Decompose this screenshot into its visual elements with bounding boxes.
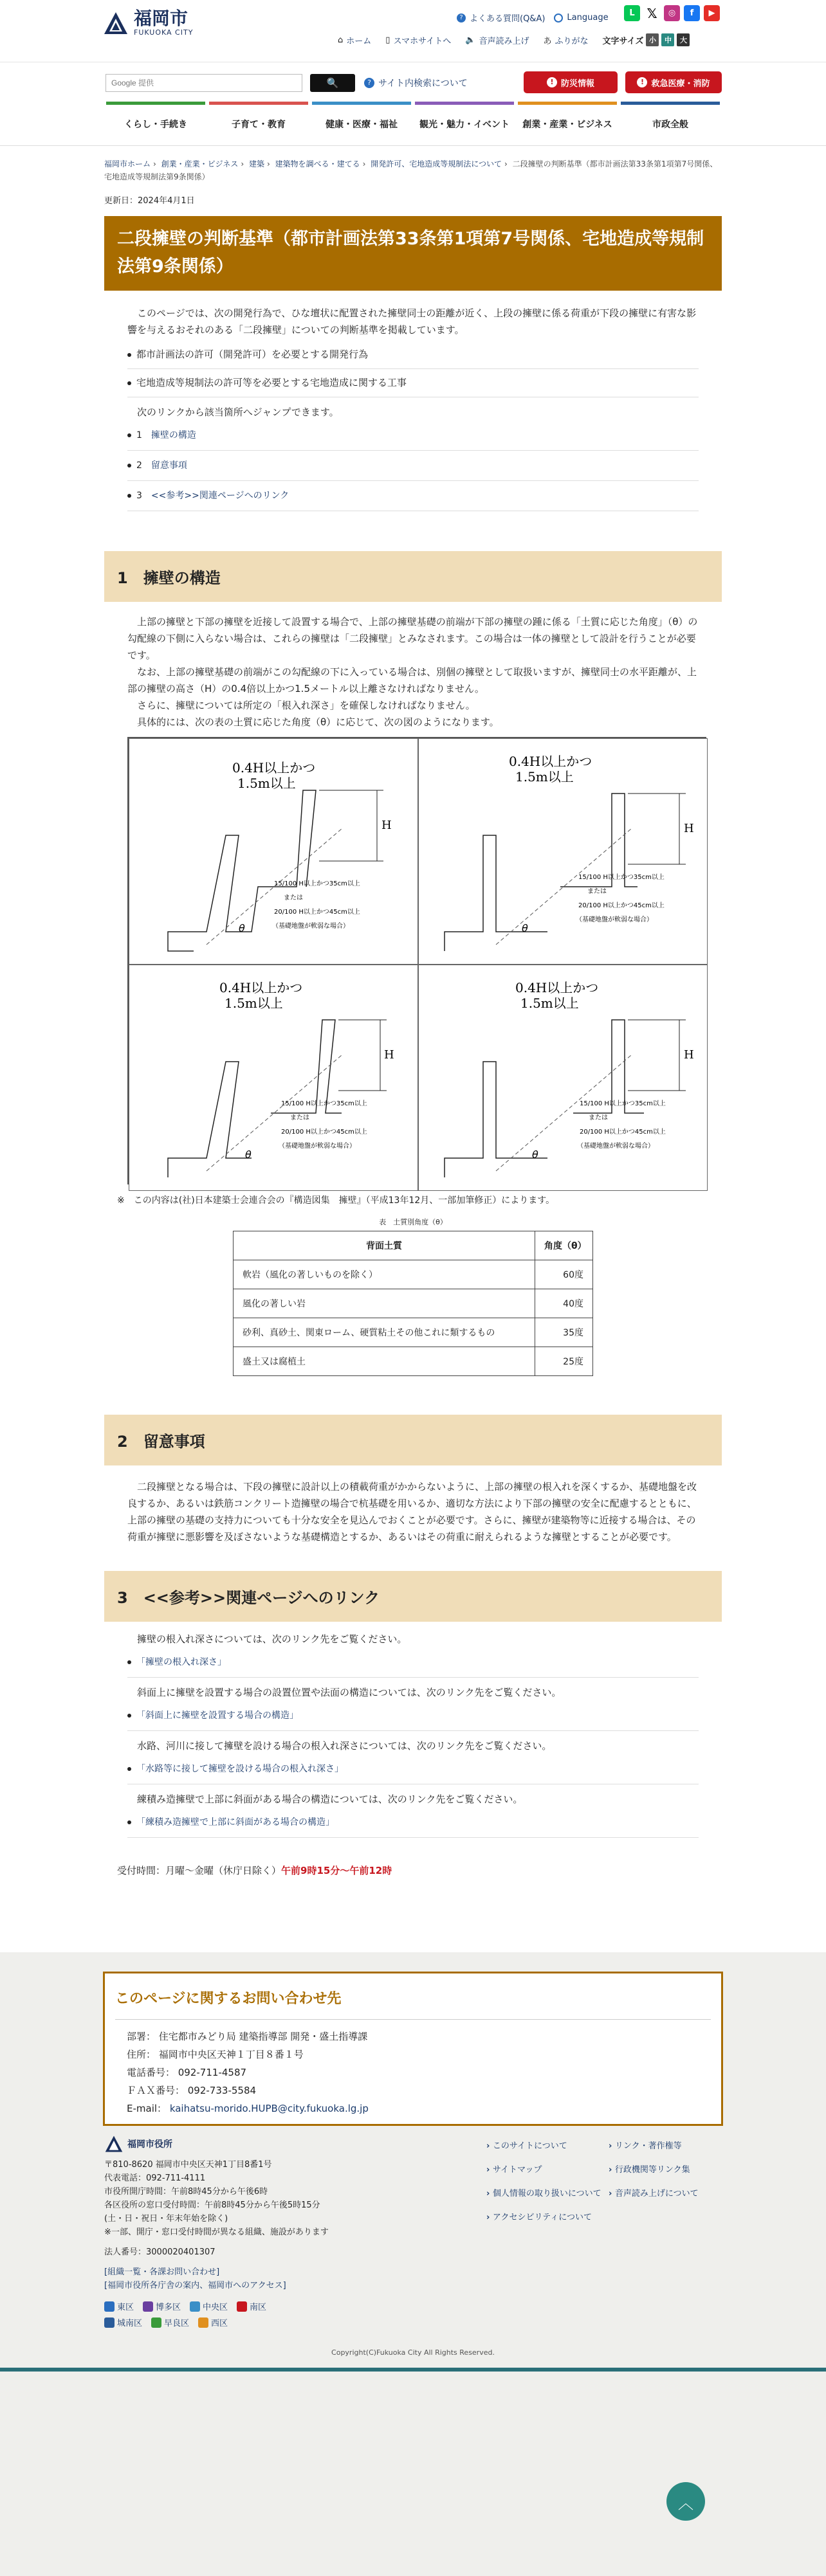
table-header: 角度（θ） <box>535 1231 593 1260</box>
question-icon: ? <box>364 78 374 88</box>
section-heading: 2 留意事項 <box>104 1415 722 1465</box>
emergency-label: 救急医療・消防 <box>651 78 710 89</box>
gnav-label: 健康・医療・福祉 <box>326 120 398 130</box>
diagram-label: 1.5m以上 <box>225 995 283 1011</box>
voice-link[interactable] <box>465 34 529 46</box>
table-caption: 表 土質別角度（θ） <box>379 1218 447 1226</box>
footer-line: (土・日・祝日・年末年始を除く) <box>104 2214 228 2224</box>
ward-icon <box>143 2301 153 2312</box>
diagram-label: H <box>381 819 392 832</box>
jump-link[interactable]: 留意事項 <box>151 460 187 471</box>
ward-link[interactable] <box>198 2316 228 2328</box>
facebook-icon[interactable]: f <box>684 5 700 21</box>
chevron-up-icon: ︿ <box>678 2494 693 2512</box>
ward-icon <box>104 2317 115 2328</box>
sns-links <box>624 5 720 21</box>
home-link[interactable] <box>338 34 371 46</box>
jump-text: 次のリンクから該当箇所へジャンプできます。 <box>137 406 339 418</box>
breadcrumb-item[interactable]: 福岡市ホーム <box>104 159 151 168</box>
diagram-label: 15/100 H以上かつ35cm以上 <box>274 880 360 887</box>
section-text: 擁壁の根入れ深さについては、次のリンク先をご覧ください。 <box>137 1633 407 1645</box>
home-label: ホーム <box>346 36 372 46</box>
site-search-label: サイト内検索について <box>378 78 468 89</box>
contact-dept: 部署： 住宅都市みどり局 建築指導部 開発・盛土指導課 <box>127 2031 368 2042</box>
jump-link-item <box>127 421 699 451</box>
diagram-label: （基礎地盤が軟弱な場合） <box>272 923 349 930</box>
email-link[interactable]: kaihatsu-morido.HUPB@city.fukuoka.lg.jp <box>169 2103 369 2114</box>
breadcrumb-current: 二段擁壁の判断基準（都市計画法第33条第1項第7号関係、宅地造成等規制法第9条関係） <box>104 159 718 181</box>
text-size-medium-button[interactable]: 中 <box>661 33 674 46</box>
furigana-icon: あ <box>543 36 552 46</box>
search-icon: 🔍 <box>326 77 339 89</box>
jump-number: 3 <box>136 491 142 501</box>
youtube-icon[interactable]: ▶ <box>704 5 720 21</box>
section-text: 具体的には、次の表の土質に応じた角度（θ）に応じて、次の図のようになります。 <box>137 716 499 728</box>
ward-links <box>104 2300 297 2328</box>
section-text: 斜面上に擁壁を設置する場合の設置位置や法面の構造については、次のリンク先をご覧ください。 <box>137 1687 562 1698</box>
footer-line: 〒810-8620 福岡市中央区天神1丁目8番1号 <box>104 2160 272 2170</box>
ward-icon <box>198 2317 208 2328</box>
page-top-button[interactable] <box>666 2482 705 2521</box>
hours-value: 午前9時15分～午前12時 <box>281 1865 392 1876</box>
gnav-tourism[interactable] <box>415 102 514 146</box>
faq-link[interactable]: よくある質問(Q&A) <box>470 14 546 24</box>
footer-org: 福岡市役所 <box>127 2139 172 2150</box>
table-cell: 25度 <box>535 1347 593 1376</box>
contact-box <box>103 1972 723 2126</box>
smartphone-label: スマホサイトへ <box>393 36 452 46</box>
table-cell: 風化の著しい岩 <box>234 1289 535 1318</box>
ward-label: 中央区 <box>203 2303 228 2312</box>
footer-links <box>486 2139 731 2222</box>
site-header <box>0 0 826 62</box>
diagram-label: 15/100 H以上かつ35cm以上 <box>281 1100 367 1107</box>
diagram-label: θ <box>522 922 528 934</box>
gnav-government[interactable] <box>621 102 720 146</box>
search-bar <box>0 62 826 100</box>
office-hours <box>104 1838 722 1877</box>
org-list-link[interactable]: [組織一覧・各課お問い合わせ] <box>104 2267 220 2277</box>
reference-link[interactable]: 「練積み造擁壁で上部に斜面がある場合の構造」 <box>136 1817 335 1828</box>
footer-link[interactable]: › 行政機関等リンク集 <box>609 2163 731 2175</box>
speaker-icon: 🔈 <box>465 35 476 45</box>
city-emblem-icon <box>104 2135 124 2153</box>
search-input[interactable] <box>106 74 302 92</box>
section-heading: 3 <<参考>>関連ページへのリンク <box>104 1571 722 1622</box>
hours-label: 受付時間：月曜～金曜（休庁日除く） <box>117 1865 282 1876</box>
jump-link-item <box>127 481 699 511</box>
gnav-label: 創業・産業・ビジネス <box>522 120 612 130</box>
page-title: 二段擁壁の判断基準（都市計画法第33条第1項第7号関係、宅地造成等規制法第9条関係） <box>104 216 722 291</box>
reference-link[interactable]: 「斜面上に擁壁を設置する場合の構造」 <box>136 1710 298 1721</box>
section-text: 水路、河川に接して擁壁を設ける場合の根入れ深さについては、次のリンク先をご覧ください。 <box>137 1740 552 1752</box>
jump-link[interactable]: 擁壁の構造 <box>151 430 196 440</box>
emergency-button[interactable] <box>625 71 722 93</box>
footer-link[interactable]: › サイトマップ <box>486 2163 609 2175</box>
soil-angle-table <box>233 1231 593 1376</box>
reference-link[interactable]: 「水路等に接して擁壁を設ける場合の根入れ深さ」 <box>136 1764 344 1774</box>
language-link[interactable]: Language <box>567 13 609 23</box>
furigana-label: ふりがな <box>555 36 589 46</box>
diagram-label: H <box>684 822 694 835</box>
diagram-label: または <box>290 1114 309 1121</box>
diagram-label: 15/100 H以上かつ35cm以上 <box>578 874 665 881</box>
ward-label: 城南区 <box>117 2319 143 2328</box>
utility-nav <box>338 33 690 46</box>
gnav-health[interactable] <box>312 102 411 146</box>
diagram-panel <box>418 965 708 1191</box>
contact-email-row <box>115 2100 711 2118</box>
contact-heading: このページに関するお問い合わせ先 <box>115 1973 711 2020</box>
instagram-icon[interactable]: ◎ <box>664 5 680 21</box>
diagram-panel <box>129 738 418 965</box>
gnav-label: くらし・手続き <box>124 120 187 130</box>
footer-link[interactable]: › リンク・著作権等 <box>609 2139 731 2151</box>
diagram-label: （基礎地盤が軟弱な場合） <box>577 1143 654 1150</box>
gnav-label: 市政全般 <box>652 120 688 130</box>
x-icon[interactable]: 𝕏 <box>644 5 660 21</box>
table-cell: 35度 <box>535 1318 593 1347</box>
diagram-label: 0.4H以上かつ <box>515 980 599 995</box>
footer-link[interactable]: › 音声読み上げについて <box>609 2186 731 2199</box>
diagram-label: （基礎地盤が軟弱な場合） <box>279 1143 356 1150</box>
question-icon: ? <box>457 14 466 23</box>
main-content <box>0 145 826 1952</box>
jump-number: 2 <box>136 460 142 471</box>
updated-date: 更新日：2024年4月1日 <box>104 196 195 206</box>
diagram-label: θ <box>239 922 245 934</box>
ward-link[interactable] <box>190 2300 228 2312</box>
diagram-label: 20/100 H以上かつ45cm以上 <box>578 902 665 909</box>
logo-subtext: FUKUOKA CITY <box>134 28 194 37</box>
smartphone-link[interactable] <box>385 34 451 46</box>
diagram-label: 1.5m以上 <box>515 769 574 785</box>
ward-icon <box>237 2301 247 2312</box>
footer-bar <box>0 2368 826 2372</box>
footer-link[interactable]: › 個人情報の取り扱いについて <box>486 2186 609 2199</box>
gnav-living[interactable] <box>106 102 205 146</box>
footer-link[interactable]: › このサイトについて <box>486 2139 609 2151</box>
table-cell: 盛土又は腐植土 <box>234 1347 535 1376</box>
list-item: 宅地造成等規制法の許可等を必要とする宅地造成に関する工事 <box>127 369 699 397</box>
footer-line: 市役所開庁時間：午前8時45分から午後6時 <box>104 2187 268 2197</box>
gnav-label: 観光・魅力・イベント <box>419 120 509 130</box>
ward-icon <box>151 2317 161 2328</box>
ward-label: 南区 <box>250 2303 267 2312</box>
search-button[interactable] <box>310 74 355 92</box>
diagram-label: 0.4H以上かつ <box>509 754 592 769</box>
ward-label: 西区 <box>211 2319 228 2328</box>
ward-link[interactable] <box>151 2316 189 2328</box>
diagram-label: θ <box>532 1148 538 1161</box>
text-size-control <box>603 33 690 46</box>
table-cell: 40度 <box>535 1289 593 1318</box>
reference-link-item <box>127 1647 699 1678</box>
ward-link[interactable] <box>104 2300 134 2312</box>
text-size-large-button[interactable]: 大 <box>677 33 690 46</box>
header-links <box>457 12 609 24</box>
ward-link[interactable] <box>104 2316 142 2328</box>
ward-label: 東区 <box>117 2303 134 2312</box>
breadcrumb: 福岡市ホーム › 創業・産業・ビジネス › 建築 › 建築物を調べる・建てる › 開発許可、宅地造成等規制法について › 二段擁壁の判断基準（都市計画法第33条第1項第7号関係、宅地造成等規制法第9条関係） <box>104 159 718 181</box>
diagram-label: θ <box>245 1148 252 1161</box>
jump-number: 1 <box>136 430 142 440</box>
ward-icon <box>104 2301 115 2312</box>
line-icon[interactable]: L <box>624 5 640 21</box>
contact-address: 住所： 福岡市中央区天神１丁目８番１号 <box>127 2049 304 2060</box>
table-row <box>234 1318 593 1347</box>
diagram-label: 1.5m以上 <box>237 776 296 791</box>
diagram-label: （基礎地盤が軟弱な場合） <box>576 916 653 923</box>
list-item: 都市計画法の許可（開発許可）を必要とする開発行為 <box>127 341 699 369</box>
diagram-label: または <box>589 1114 608 1121</box>
alert-icon: ! <box>547 77 557 87</box>
jump-link[interactable]: <<参考>>関連ページへのリンク <box>151 491 289 501</box>
table-cell: 砂利、真砂土、関東ローム、硬質粘土その他これに類するもの <box>234 1318 535 1347</box>
furigana-link[interactable] <box>543 34 588 46</box>
globe-icon <box>554 14 563 23</box>
section-text: さらに、擁壁については所定の「根入れ深さ」を確保しなければなりません。 <box>137 700 475 711</box>
reference-link-item <box>127 1808 699 1838</box>
diagram-label: 0.4H以上かつ <box>219 980 303 995</box>
home-icon: ⌂ <box>338 35 344 45</box>
footer-line: 代表電話：092-711-4111 <box>104 2173 206 2183</box>
footer-line: 各区役所の窓口受付時間：午前8時45分から午後5時15分 <box>104 2200 320 2210</box>
section-text: 二段擁壁となる場合は、下段の擁壁に設計以上の積載荷重がかからないように、上部の擁壁の根入れを深くするか、基礎地盤を改良するか、あるいは鉄筋コンクリート造擁壁の場合で杭基礎を用いるか、適切な方法により下部の擁壁の安全に配慮するとともに、上部の擁壁の基礎の支持力についても十分な安全を見込んでおくことが必要です。さらに、擁壁が建築物等に近接する場合は、その荷重が擁壁に悪影響を及ぼさないような基礎構造とするか、あるいはその荷重に耐えられるような擁壁とすることが必要です。 <box>127 1481 697 1543</box>
source-note: ※ この内容は(社)日本建築士会連合会の『構造図集 擁壁』（平成13年12月、一部加筆修正）によります。 <box>117 1195 555 1206</box>
table-cell: 軟岩（風化の著しいものを除く） <box>234 1260 535 1289</box>
diagram-label: 20/100 H以上かつ45cm以上 <box>281 1129 367 1136</box>
logo-text: 福岡市 <box>134 8 188 29</box>
diagram-label: 20/100 H以上かつ45cm以上 <box>580 1129 666 1136</box>
email-label: E-mail： <box>127 2103 167 2114</box>
diagram-label: 15/100 H以上かつ35cm以上 <box>580 1100 666 1107</box>
intro-text: このページでは、次の開発行為で、ひな壇状に配置された擁壁同士の距離が近く、上段の擁壁に係る荷重が下段の擁壁に有害な影響を与えるおそれのある「二段擁壁」についての判断基準を掲載しています。 <box>127 307 697 336</box>
ward-link[interactable] <box>143 2300 181 2312</box>
diagram-panel <box>418 738 708 965</box>
ward-label: 早良区 <box>164 2319 190 2328</box>
ward-icon <box>190 2301 200 2312</box>
global-nav <box>0 100 826 145</box>
site-search-help[interactable] <box>364 77 468 89</box>
diagram-label: 1.5m以上 <box>520 995 579 1011</box>
section-text: 上部の擁壁と下部の擁壁を近接して設置する場合で、上部の擁壁基礎の前端が下部の擁壁の踵に係る「土質に応じた角度」（θ）の勾配線の下側に入らない場合は、これらの擁壁は「二段擁壁」とみなされます。この場合は一体の擁壁として設計を行うことが必要です。 <box>127 616 698 661</box>
site-footer <box>0 2126 826 2576</box>
smartphone-icon: ▯ <box>385 35 390 45</box>
voice-label: 音声読み上げ <box>479 36 529 46</box>
ward-link[interactable] <box>237 2300 266 2312</box>
access-link[interactable]: [福岡市役所各庁舎の案内、福岡市へのアクセス] <box>104 2281 286 2290</box>
gnav-childcare[interactable] <box>209 102 308 146</box>
jump-link-item <box>127 451 699 481</box>
diagram-label: 20/100 H以上かつ45cm以上 <box>274 909 360 916</box>
table-header: 背面土質 <box>234 1231 535 1260</box>
copyright: Copyright(C)Fukuoka City All Rights Reserved. <box>331 2348 495 2357</box>
table-row <box>234 1347 593 1376</box>
table-row <box>234 1289 593 1318</box>
disaster-info-button[interactable] <box>524 71 618 93</box>
table-cell: 60度 <box>535 1260 593 1289</box>
text-size-small-button[interactable]: 小 <box>646 33 659 46</box>
disaster-label: 防災情報 <box>560 78 594 89</box>
table-row <box>234 1260 593 1289</box>
breadcrumb-item[interactable]: 建築物を調べる・建てる <box>275 159 360 168</box>
footer-info <box>104 2135 329 2328</box>
diagram-label: H <box>684 1048 694 1062</box>
section-text: 練積み造擁壁で上部に斜面がある場合の構造については、次のリンク先をご覧ください。 <box>137 1793 523 1805</box>
diagram-label: 0.4H以上かつ <box>232 760 316 776</box>
reference-link[interactable]: 「擁壁の根入れ深さ」 <box>136 1657 226 1667</box>
retaining-wall-diagram <box>127 737 706 1184</box>
diagram-panel <box>129 965 418 1191</box>
diagram-label: または <box>587 888 607 895</box>
diagram-label: H <box>384 1048 394 1062</box>
corp-number: 法人番号：3000020401307 <box>104 2247 216 2257</box>
breadcrumb-item[interactable]: 開発許可、宅地造成等規制法について <box>371 159 502 168</box>
city-emblem-icon <box>103 11 129 35</box>
gnav-label: 子育て・教育 <box>232 120 286 130</box>
contact-tel: 電話番号： 092-711-4587 <box>127 2067 247 2078</box>
alert-icon: ! <box>637 77 647 87</box>
footer-line: ※一部、開庁・窓口受付時間が異なる組織、施設があります <box>104 2227 329 2237</box>
diagram-label: または <box>284 894 303 902</box>
footer-link[interactable]: › アクセシビリティについて <box>486 2210 609 2222</box>
breadcrumb-item[interactable]: 創業・産業・ビジネス <box>161 159 239 168</box>
reference-link-item <box>127 1754 699 1784</box>
site-logo[interactable] <box>103 9 193 37</box>
ward-label: 博多区 <box>156 2303 181 2312</box>
contact-fax: ＦＡＸ番号： 092-733-5584 <box>127 2085 257 2096</box>
section-heading: 1 擁壁の構造 <box>104 551 722 602</box>
reference-link-item <box>127 1701 699 1731</box>
gnav-business[interactable] <box>518 102 617 146</box>
breadcrumb-item[interactable]: 建築 <box>248 159 264 168</box>
text-size-label: 文字サイズ <box>602 36 644 46</box>
section-text: なお、上部の擁壁基礎の前端がこの勾配線の下に入っている場合は、別個の擁壁として取扱いますが、擁壁同士の水平距離が、上部の擁壁の高さ（H）の0.4倍以上かつ1.5メートル以上離さなければなりません。 <box>127 666 697 694</box>
